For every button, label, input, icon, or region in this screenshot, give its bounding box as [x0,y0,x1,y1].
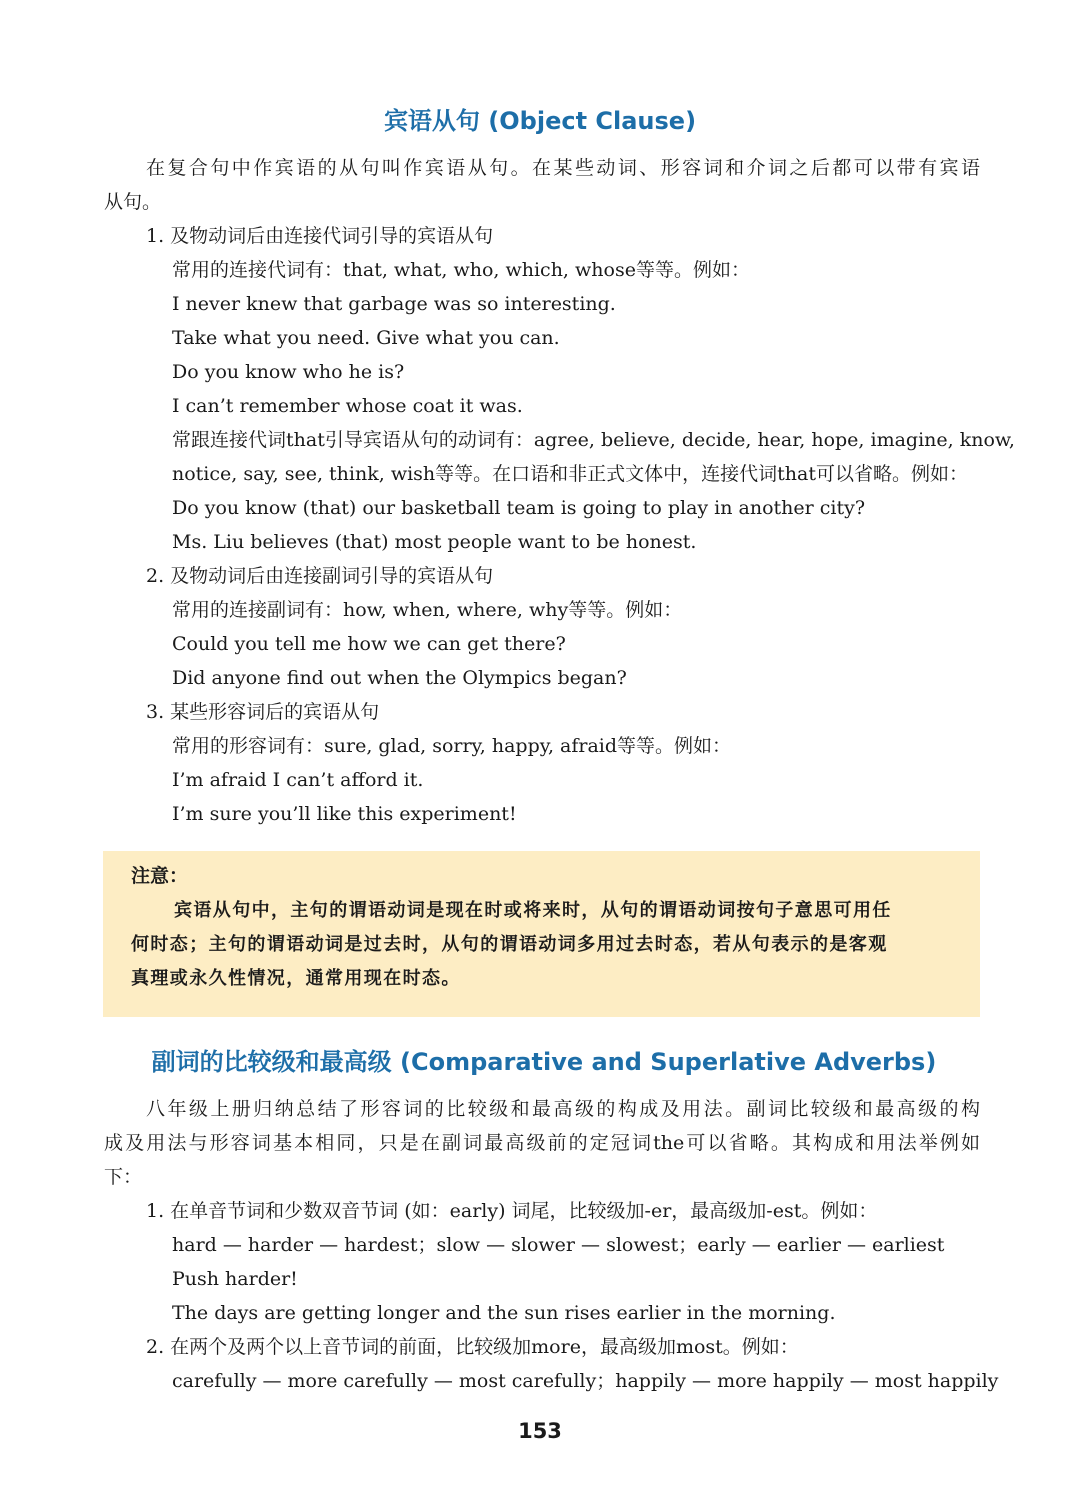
item-heading-2: 2. 及物动词后由连接副词引导的宾语从句 [146,565,494,587]
example-line: carefully — more carefully — most carefully；happily — more happily — most happily [172,1370,999,1392]
example-line: Do you know (that) our basketball team is going to play in another city? [172,497,866,519]
item-heading-2: 2. 在两个及两个以上音节词的前面，比较级加more，最高级加most。例如： [146,1336,799,1358]
example-line: I can’t remember whose coat it was. [172,395,523,417]
example-line: notice, say, see, think, wish等等。在口语和非正式文体中，连接代词that可以省略。例如： [172,463,968,485]
example-line: hard — harder — hardest；slow — slower — slowest；early — earlier — earliest [172,1234,945,1256]
example-line: I’m afraid I can’t afford it. [172,769,424,791]
note-line-1: 宾语从句中，主句的谓语动词是现在时或将来时，从句的谓语动词按句子意思可用任 [174,900,892,921]
note-line-3: 真理或永久性情况，通常用现在时态。 [131,968,461,989]
intro-line-1: 八年级上册归纳总结了形容词的比较级和最高级的构成及用法。副词比较级和最高级的构 [146,1098,980,1120]
example-line: 常跟连接代词that引导宾语从句的动词有：agree, believe, decide, hear, hope, imagine, know, [172,429,1015,451]
intro-line-2: 从句。 [104,191,162,213]
page-number: 153 [518,1419,562,1443]
intro-line-3: 下： [104,1166,143,1188]
example-line: Push harder! [172,1268,298,1290]
example-line: The days are getting longer and the sun rises earlier in the morning. [172,1302,836,1324]
example-line: 常用的连接代词有：that, what, who, which, whose等等。例如： [172,259,750,281]
example-line: Could you tell me how we can get there? [172,633,566,655]
example-line: Did anyone find out when the Olympics began? [172,667,627,689]
item-heading-1: 1. 在单音节词和少数双音节词 (如：early) 词尾，比较级加-er，最高级加-est。例如： [146,1200,878,1222]
example-line: 常用的连接副词有：how, when, where, why等等。例如： [172,599,683,621]
item-heading-3: 3. 某些形容词后的宾语从句 [146,701,380,723]
intro-line-1: 在复合句中作宾语的从句叫作宾语从句。在某些动词、形容词和介词之后都可以带有宾语 [146,157,980,179]
note-title: 注意： [131,865,189,887]
section-title-object-clause: 宾语从句 (Object Clause) [383,107,697,135]
note-line-2: 何时态；主句的谓语动词是过去时，从句的谓语动词多用过去时态，若从句表示的是客观 [131,934,888,955]
example-line: I never knew that garbage was so interesting. [172,293,616,315]
example-line: 常用的形容词有：sure, glad, sorry, happy, afraid等等。例如： [172,735,732,757]
example-line: Do you know who he is? [172,361,405,383]
section-title-comparative-adverbs: 副词的比较级和最高级 (Comparative and Superlative Adverbs) [151,1048,937,1076]
item-heading-1: 1. 及物动词后由连接代词引导的宾语从句 [146,225,494,247]
example-line: Ms. Liu believes (that) most people want to be honest. [172,531,697,553]
example-line: Take what you need. Give what you can. [172,327,560,349]
example-line: I’m sure you’ll like this experiment! [172,803,517,825]
intro-line-2: 成及用法与形容词基本相同，只是在副词最高级前的定冠词the可以省略。其构成和用法举例如 [104,1132,980,1154]
